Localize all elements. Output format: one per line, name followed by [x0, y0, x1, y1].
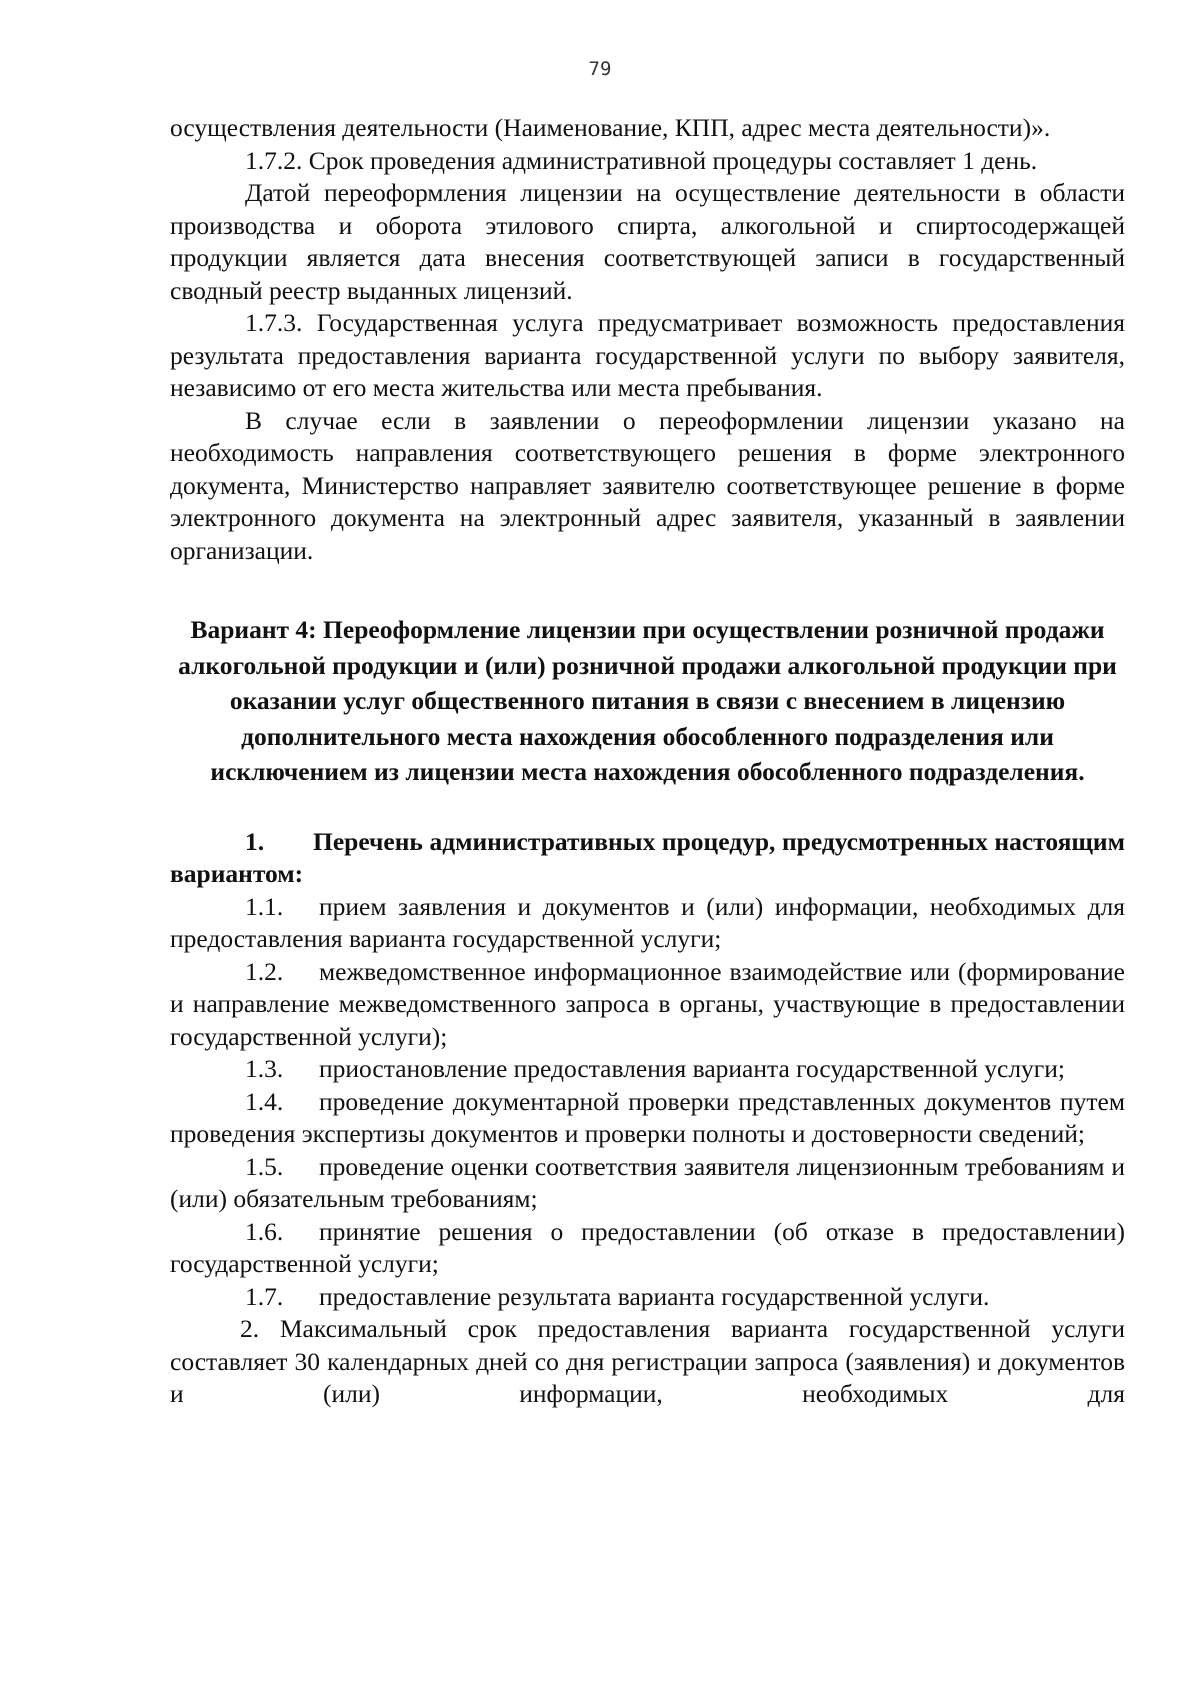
list-item: [170, 1086, 1125, 1151]
item-number: 1.5.: [245, 1151, 284, 1181]
list-item: [170, 891, 1125, 956]
section-1-title: [170, 826, 1125, 891]
list-item: [170, 1216, 1125, 1281]
item-number: 1.2.: [245, 956, 284, 986]
variant-4-heading: Вариант 4: Переоформление лицензии при осуществлении розничной продажи алкогольной продукции и (или) розничной продажи алкогольной продукции при оказании услуг общественного питания в связи с внесением в лицензию дополнительного места нахождения обособленного подразделения или исключением из лицензии места нахождения обособленного подразделения.: [178, 615, 1117, 786]
item-number: 1.6.: [245, 1216, 284, 1246]
item-text: принятие решения о предоставлении (об отказе в предоставлении) государственной услуги;: [170, 1216, 1125, 1278]
item-number: 1.1.: [245, 891, 284, 921]
item-number: 1.7.: [245, 1281, 284, 1311]
item-text: проведение оценки соответствия заявителя лицензионным требованиям и (или) обязательным требованиям;: [170, 1151, 1125, 1213]
paragraph-1-7-2: 1.7.2. Срок проведения административной процедуры составляет 1 день.: [245, 145, 1038, 175]
paragraph-reissue-date: Датой переоформления лицензии на осуществление деятельности в области производства и оборота этилового спирта, алкогольной и спиртосодержащей продукции является дата внесения соответствующей записи в государственный сводный реестр выданных лицензий.: [170, 178, 1125, 305]
list-item: [170, 1053, 1125, 1086]
item-text: проведение документарной проверки представленных документов путем проведения экспертизы документов и проверки полноты и достоверности сведений;: [170, 1086, 1125, 1148]
paragraph-2-max-term: 2. Максимальный срок предоставления варианта государственной услуги составляет 30 календарных дней со дня регистрации запроса (заявления) и документов и (или) информации, необходимых для: [170, 1314, 1125, 1408]
list-item: [170, 1281, 1125, 1314]
paragraph-1-7-3: 1.7.3. Государственная услуга предусматривает возможность предоставления результата предоставления варианта государственной услуги по выбору заявителя, независимо от его места жительства или места пребывания.: [170, 308, 1125, 402]
item-number: 1.3.: [245, 1054, 284, 1083]
item-number: 1.4.: [245, 1086, 284, 1116]
paragraph-electronic-document: В случае если в заявлении о переоформлении лицензии указано на необходимость направления соответствующего решения в форме электронного документа, Министерство направляет заявителю соответствующее решение в форме электронного документа на электронный адрес заявителя, указанный в заявлении организации.: [170, 405, 1125, 565]
item-text: межведомственное информационное взаимодействие или (формирование и направление межведомственного запроса в органы, участвующие в предоставлении государственной услуги);: [170, 956, 1125, 1051]
section-1-number: 1.: [245, 826, 265, 856]
item-text: приостановление предоставления варианта государственной услуги;: [319, 1054, 1065, 1083]
page-number: 79: [588, 58, 612, 80]
section-1-text: Перечень административных процедур, предусмотренных настоящим вариантом:: [170, 826, 1125, 888]
item-text: предоставление результата варианта государственной услуги.: [319, 1281, 990, 1311]
item-text: прием заявления и документов и (или) информации, необходимых для предоставления варианта государственной услуги;: [170, 891, 1125, 953]
list-item: [170, 1151, 1125, 1216]
document-body: [170, 112, 1125, 1411]
paragraph-continuation: осуществления деятельности (Наименование, КПП, адрес места деятельности)».: [170, 113, 1051, 142]
list-item: [170, 956, 1125, 1054]
